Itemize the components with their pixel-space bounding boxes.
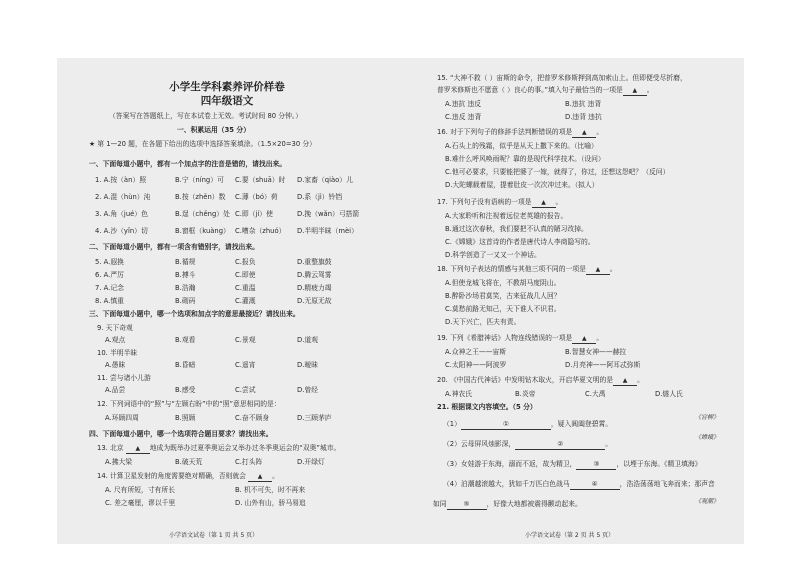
section-heading: 一、积累运用（35 分） (177, 126, 250, 134)
question-19: 19. 下列《希腊神话》人物连线错误的一项是 ▲ 。 (437, 334, 603, 344)
answer-option: C.薄（bó）荷 (235, 193, 278, 201)
source-title: 《观潮》 (695, 498, 720, 505)
answer-option: D.家畜（qiào）儿 (297, 176, 353, 184)
answer-option: A.拂大梁 (105, 458, 133, 466)
answer-option: B.智慧女神——赫拉 (565, 348, 627, 356)
question-stem: 10. 半明半昧 (97, 349, 138, 357)
answer-blank (248, 472, 272, 482)
exam-subtitle: 四年级语文 (200, 95, 254, 107)
answer-option: A.神农氏 (445, 390, 473, 398)
answer-option: D. 山外有山，骄马易追 (235, 499, 306, 507)
answer-option: B.观看 (175, 336, 196, 344)
answer-option: 8. A.慎重 (95, 297, 124, 305)
answer-option: D.开绿灯 (297, 458, 325, 466)
answer-blank: ④ (570, 480, 620, 490)
answer-blank: ③ (576, 460, 616, 470)
answer-option: B.破天荒 (175, 458, 203, 466)
page-left (57, 58, 397, 544)
answer-blank (572, 128, 596, 138)
question-17: 17. 下列句子没有语病的一项是 ▲ 。 (437, 198, 562, 208)
answer-blank: ② (515, 440, 605, 450)
triangle-icon: ▲ (595, 266, 601, 273)
answer-option: D.三顾茅庐 (297, 414, 332, 422)
answer-option: A.众神之王——宙斯 (445, 348, 507, 356)
answer-option: D.道观 (297, 336, 318, 344)
answer-option: D.精疲力竭 (297, 284, 332, 292)
answer-blank (572, 334, 596, 344)
answer-option: 6. A.严厉 (95, 271, 124, 279)
answer-option: B.违抗 违背 (565, 100, 602, 108)
answer-option: C.奋不顾身 (235, 414, 270, 422)
exam-sheet (57, 58, 744, 544)
fill-line-3: （3）女娃游于东海，溺而不返，故为精卫， ③ ，以堙于东海。《精卫填海》 (443, 460, 701, 470)
question-15-line1: 15. “大神不救（ ）宙斯的命令，把普罗米修斯押到高加索山上。但即便受尽折磨， (437, 74, 687, 82)
question-16: 16. 对于下列句子的修辞手法判断错误的项是 ▲ 。 (437, 128, 603, 138)
question-stem: 11. 尝与诸小儿游 (97, 374, 151, 382)
answer-option: C.莫愁前路无知己，天下谁人不识君。 (445, 305, 561, 313)
answer-option: D.大陀螺载着屋，提着肚皮一次次冲过来。（拟人） (445, 181, 599, 189)
answer-blank (623, 86, 647, 96)
answer-option: D.重整旗鼓 (297, 258, 332, 266)
answer-option: A.违抗 违反 (445, 100, 482, 108)
answer-option: B.砌码 (175, 297, 196, 305)
answer-option: B.难什么呼风唤雨呢？靠的是现代科学技术。（设问） (445, 155, 605, 163)
instruction-note: ★ 第 1—20 题，在各题下给出的选项中选择答案填涂。（1.5×20=30 分） (89, 140, 316, 148)
answer-option: C.尝试 (235, 386, 256, 394)
answer-option: B.感受 (175, 386, 196, 394)
answer-option: C.灌溉 (235, 297, 256, 305)
answer-option: C.太阳神——阿波罗 (445, 361, 507, 369)
question-12: 12. 下列词语中的“照”与“左顾右盼”中的“照”意思相同的是： (97, 400, 281, 408)
answer-option: C.打头阵 (235, 458, 263, 466)
triangle-icon: ▲ (135, 445, 141, 452)
answer-option: D.燧人氏 (655, 390, 683, 398)
answer-option: B.照顾 (175, 414, 196, 422)
answer-option: B.窗框（kuàng） (175, 227, 230, 235)
answer-option: A.石头上的残霜，似乎是从天上撒下来的。（比喻） (445, 142, 598, 150)
answer-option: B.按（zhěn）数 (175, 193, 226, 201)
page-footer: 小学语文试卷（第 2 页 共 5 页） (525, 532, 615, 539)
answer-option: D.半明半昧（mèi） (297, 227, 358, 235)
answer-option: B. 机不可失，时不再来 (235, 486, 306, 494)
triangle-icon: ▲ (632, 87, 638, 94)
answer-blank: ⑤ (447, 500, 487, 510)
answer-blank (613, 376, 637, 386)
fill-line-2: （2）云母屏风烛影深， ② 。 (443, 440, 612, 450)
source-title: 《嫦娥》 (695, 434, 720, 441)
answer-option: 7. A.记念 (95, 284, 124, 292)
answer-option: B.逞（chěng）处 (175, 210, 230, 218)
answer-option: D.天下兴亡，匹夫有责。 (445, 318, 521, 326)
answer-option: B.昏暗 (175, 361, 196, 369)
answer-option: A.品尝 (105, 386, 126, 394)
answer-option: 5. A.遐换 (95, 258, 124, 266)
triangle-icon: ▲ (582, 335, 587, 342)
answer-option: C.即使 (235, 271, 256, 279)
answer-option: D.月亮神——阿耳忒弥斯 (565, 361, 641, 369)
answer-option: A.观点 (105, 336, 126, 344)
answer-option: D.曾经 (297, 386, 318, 394)
answer-option: D.违背 违抗 (565, 113, 602, 121)
answer-blank (532, 198, 556, 208)
answer-option: A. 尺有所短，寸有所长 (105, 486, 176, 494)
page-footer: 小学语文试卷（第 1 页 共 5 页） (169, 532, 259, 539)
question-21: 21. 根据课文内容填空。（5 分） (437, 403, 537, 411)
answer-option: D.科学创造了一又又一个神话。 (445, 251, 541, 259)
triangle-icon: ▲ (257, 473, 263, 480)
answer-option: 1. A.按（àn）照 (95, 176, 146, 184)
answer-option: B.宁（níng）可 (175, 176, 224, 184)
answer-option: 2. A.混（hùn）沌 (95, 193, 151, 201)
answer-option: C.违反 违背 (445, 113, 482, 121)
question-group-2: 二、下面每道小题中，都有一项含有错别字，请找出来。 (89, 243, 259, 251)
answer-blank (126, 444, 150, 454)
answer-option: C.嘈杂（zhuó） (235, 227, 286, 235)
answer-option: C.《嫦娥》这首诗的作者是唐代诗人李商隐写的。 (445, 238, 595, 246)
question-group-3: 三、下面每道小题中，哪一个选项和加点字的意思最接近？请找出来。 (89, 310, 300, 318)
fill-line-5: 如同 ⑤ ，好像大地都被震得颤动起来。 (433, 500, 582, 510)
answer-option: C.重温 (235, 284, 256, 292)
answer-option: C.景观 (235, 336, 256, 344)
answer-option: B.醉卧沙场君莫笑，古来征战几人回？ (445, 292, 561, 300)
answer-option: C.即（jí）使 (235, 210, 273, 218)
source-title: 《宫柳》 (695, 414, 720, 421)
answer-option: A.环顾四周 (105, 414, 139, 422)
question-18: 18. 下列句子表达的情感与其他三项不同的一项是 ▲ 。 (437, 265, 617, 275)
answer-blank: ① (461, 420, 551, 430)
fill-line-4: （4）泊潮越滚越大，犹如千万匹白色战马 ④ ，浩浩荡荡地飞奔而来；那声音 (443, 480, 715, 490)
answer-option: 4. A.沙（yǐn）切 (95, 227, 148, 235)
question-13: 13. 北京 ▲ 地成为既举办过夏季奥运会又举办过冬季奥运会的“双奥”城市。 (97, 444, 340, 454)
question-group-4: 四、下面每道小题中，哪一个选项符合题目要求？请找出来。 (89, 430, 273, 438)
question-15-line2: 普罗米修斯也不愿意（ ）良心的事。”填入句子最恰当的一项是 ▲ 。 (437, 86, 654, 96)
answer-option: C.要（shuā）时 (235, 176, 286, 184)
exam-title: 小学生学科素养评价样卷 (169, 81, 285, 93)
page-right (405, 58, 745, 544)
exam-note: （答案写在答题纸上，写在本试卷上无效。考试时间 80 分钟。） (109, 112, 303, 120)
answer-option: D.挽（wǎn）弓搭箭 (297, 210, 360, 218)
answer-option: C. 差之毫厘，谬以千里 (105, 499, 176, 507)
answer-option: D.无原无故 (297, 297, 332, 305)
answer-option: 3. A.角（jué）色 (95, 210, 148, 218)
answer-option: C.大禹 (585, 390, 606, 398)
answer-option: A.但使龙城飞将在，不教胡马度阴山。 (445, 279, 561, 287)
answer-option: B.搏斗 (175, 271, 196, 279)
answer-option: B.炎帝 (515, 390, 536, 398)
answer-option: B.浩瀚 (175, 284, 196, 292)
answer-option: C.报负 (235, 258, 256, 266)
question-stem: 9. 天下奇观 (97, 324, 133, 332)
answer-option: A.大家聆听和注视着远位老英雄的报告。 (445, 212, 568, 220)
answer-option: B.循规 (175, 258, 196, 266)
answer-blank (586, 265, 610, 275)
triangle-icon: ▲ (622, 377, 628, 384)
question-14: 14. 计算卫星发射的角度需要绝对精确，否则就会 ▲ 。 (97, 472, 279, 482)
question-20: 20. 《中国古代神话》中发明钻木取火，开启华夏文明的是 ▲ 。 (437, 376, 644, 386)
answer-option: C.遥宵 (235, 361, 256, 369)
answer-option: B.通过这次春秋，我们要把不认真的陋习改掉。 (445, 225, 588, 233)
answer-option: A.愚昧 (105, 361, 126, 369)
answer-option: D.暧昧 (297, 361, 318, 369)
answer-option: C.他可必要求，只要能把婆了一嫁，就得了，你过，还想这怨吧？（反问） (445, 168, 670, 176)
answer-option: D.系（jì）铃铛 (297, 193, 343, 201)
question-group-1: 一、下面每道小题中，都有一个加点字的注音是错的，请找出来。 (89, 160, 287, 168)
triangle-icon: ▲ (541, 199, 546, 206)
answer-option: D.腾云驾雾 (297, 271, 332, 279)
triangle-icon: ▲ (582, 129, 587, 136)
fill-line-1: （1） ① ，疑入阊阖登碧霄。 (443, 420, 612, 430)
